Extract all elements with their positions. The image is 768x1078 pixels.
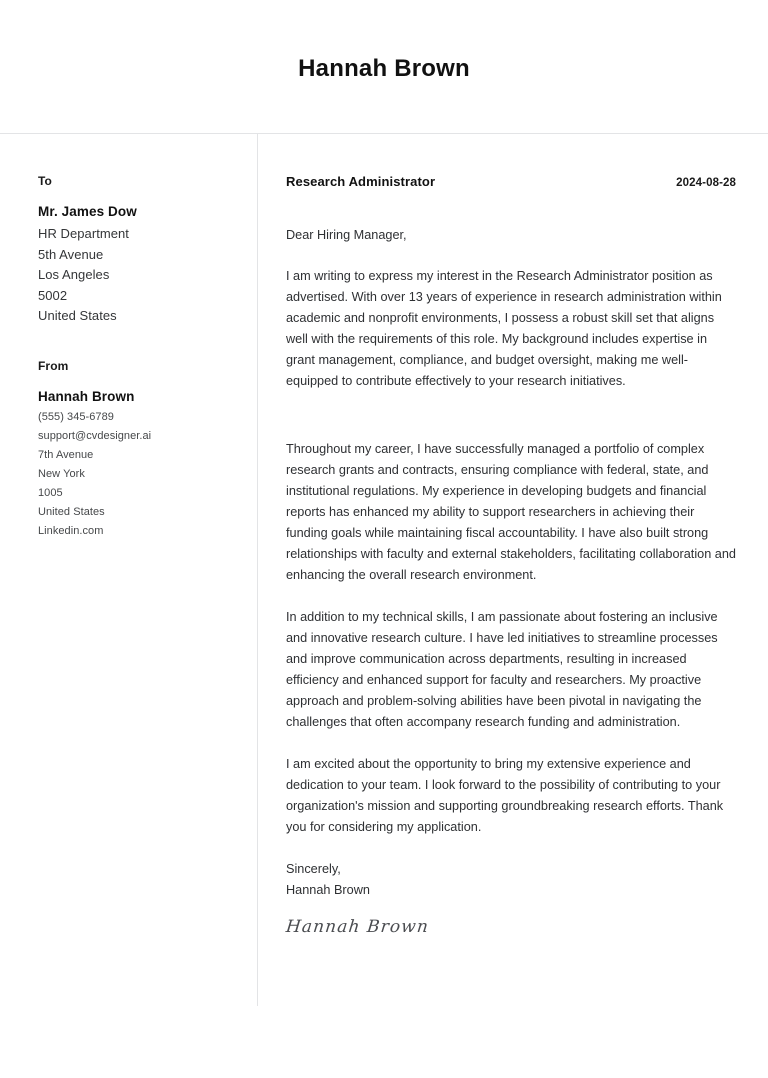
recipient-label: To: [38, 174, 52, 188]
contact-sidebar: [0, 134, 257, 1006]
letter-body: [0, 134, 768, 1006]
sender-block: [38, 359, 229, 541]
letter-paragraph: Throughout my career, I have successfully managed a portfolio of complex research grants and contracts, ensuring compliance with federal, state, and institutional regulations. My experience in developing budgets and financial reports has enhanced my ability to support researchers in achieving their funding goals while maintaining fiscal accountability. I have also built strong relationships with faculty and external stakeholders, facilitating collaboration and enhancing the overall research environment.: [286, 442, 736, 582]
sender-phone: (555) 345-6789: [38, 410, 114, 423]
sender-line: 1005: [38, 486, 63, 499]
recipient-name: Mr. James Dow: [38, 204, 137, 219]
letter-content: [258, 134, 768, 1006]
letter-date: 2024-08-28: [676, 177, 736, 189]
recipient-line: HR Department: [38, 226, 129, 241]
sender-line: New York: [38, 467, 85, 480]
page-title: Hannah Brown: [298, 54, 470, 82]
salutation: Dear Hiring Manager,: [286, 228, 407, 242]
recipient-block: [38, 174, 229, 327]
recipient-line: Los Angeles: [38, 267, 110, 283]
sender-email: support@cvdesigner.ai: [38, 429, 152, 442]
closing-word: Sincerely,: [286, 862, 341, 876]
letter-paragraph: I am writing to express my interest in the Research Administrator position as advertised. With over 13 years of experience in research administration within academic and nonprofit environments, I possess a robust skill set that aligns well with the requirements of this role. My background includes expertise in grant management, compliance, and budget oversight, making me well-equipped to contribute effectively to your research initiatives.: [286, 269, 722, 388]
recipient-line: United States: [38, 308, 117, 324]
sender-line: 7th Avenue: [38, 448, 94, 461]
letter-paragraph: In addition to my technical skills, I am passionate about fostering an inclusive and innovative research culture. I have led initiatives to streamline processes and improve communication across departments, resulting in increased efficiency and enhanced support for faculty and researchers. My proactive approach and problem-solving abilities have been pivotal in navigating the challenges that often accompany research funding and administration.: [286, 610, 718, 729]
letter-meta: [286, 174, 736, 189]
sender-name: Hannah Brown: [38, 388, 135, 404]
closing-block: [286, 859, 736, 901]
recipient-line: 5th Avenue: [38, 246, 104, 262]
signature: Hannah Brown: [284, 917, 430, 937]
recipient-line: 5002: [38, 287, 68, 303]
sender-label: From: [38, 358, 69, 373]
closing-name: Hannah Brown: [286, 883, 370, 897]
sender-line: United States: [38, 505, 105, 518]
letter-paragraph: I am excited about the opportunity to bring my extensive experience and dedication to your team. I look forward to the possibility of contributing to your organization's mission and supporting groundbreaking research efforts. Thank you for considering my application.: [286, 757, 724, 834]
sender-website: Linkedin.com: [38, 524, 104, 537]
job-title: Research Administrator: [286, 174, 436, 189]
letter-header: [0, 0, 768, 134]
